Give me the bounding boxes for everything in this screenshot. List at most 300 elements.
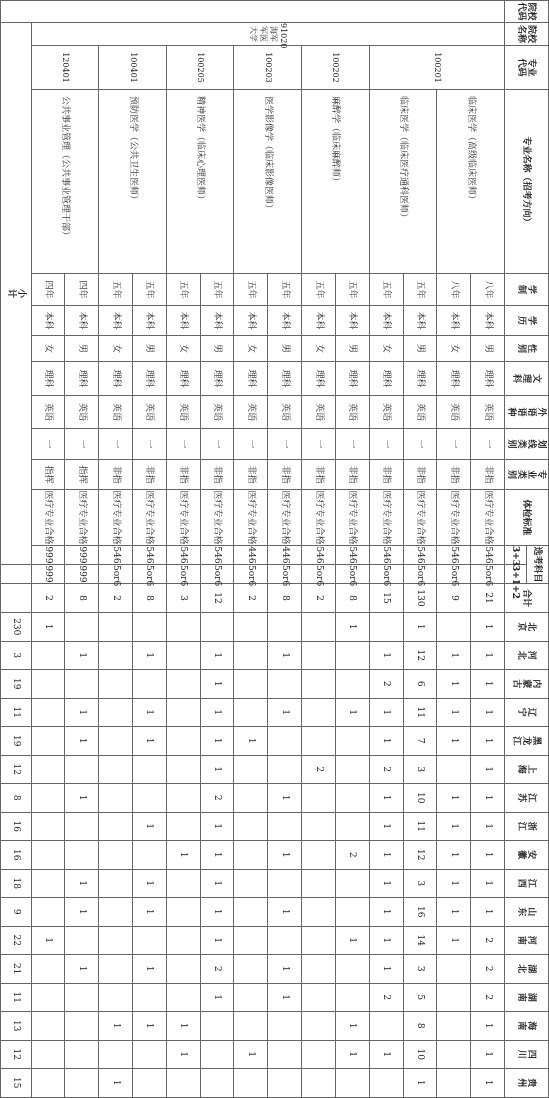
province-count-cell: 2	[471, 955, 505, 984]
subtotal-province-count: 13	[1, 1012, 32, 1041]
province-count-cell: 1	[31, 613, 65, 642]
province-count-cell	[133, 755, 167, 784]
province-count-cell: 1	[437, 841, 471, 870]
province-count-cell	[31, 869, 65, 898]
major-code-cell: 100202	[302, 46, 370, 90]
row-gender: 男	[471, 336, 505, 362]
row-gender: 男	[335, 336, 369, 362]
province-count-cell: 1	[133, 1012, 167, 1041]
row-edu: 本科	[166, 306, 200, 336]
row-lang: 英语	[369, 396, 403, 429]
province-count-cell	[437, 1069, 471, 1098]
header-major-code: 专业 代码	[505, 46, 549, 90]
header-province-0: 北 京	[505, 613, 549, 642]
province-count-cell: 1	[200, 641, 234, 670]
province-count-cell	[99, 727, 133, 756]
province-count-cell	[302, 841, 336, 870]
row-line: 一	[31, 429, 65, 460]
province-count-cell: 1	[471, 1069, 505, 1098]
province-count-cell: 2	[302, 755, 336, 784]
province-count-cell: 2	[471, 983, 505, 1012]
province-count-cell: 1	[268, 898, 302, 927]
major-name-cell: 临床医学（高级临床医师）	[437, 90, 505, 274]
subtotal-province-count: 9	[1, 898, 32, 927]
header-physical: 体检标准	[505, 490, 549, 546]
row-phys: 医疗专业合格	[268, 490, 302, 546]
row-type: 非指	[403, 460, 437, 490]
subtotal-province-count: 21	[1, 955, 32, 984]
row-phys: 医疗专业合格	[65, 490, 99, 546]
row-s312: 999	[65, 565, 99, 584]
province-count-cell: 1	[133, 698, 167, 727]
province-count-cell: 2	[200, 955, 234, 984]
province-count-cell: 11	[403, 698, 437, 727]
row-type: 非指	[166, 460, 200, 490]
province-count-cell	[234, 812, 268, 841]
province-count-cell	[234, 926, 268, 955]
province-count-cell	[335, 869, 369, 898]
province-count-cell	[65, 812, 99, 841]
province-count-cell: 1	[65, 641, 99, 670]
major-name-cell: 临床医学（临床医疗通科医师）	[369, 90, 437, 274]
row-total: 8	[335, 584, 369, 613]
province-count-cell: 1	[99, 1012, 133, 1041]
province-count-cell: 1	[133, 898, 167, 927]
province-count-cell	[335, 784, 369, 813]
province-count-cell	[234, 613, 268, 642]
row-s33: 546	[166, 546, 200, 565]
province-count-cell	[268, 869, 302, 898]
row-type: 非指	[200, 460, 234, 490]
province-count-cell: 3	[403, 955, 437, 984]
row-phys: 医疗专业合格	[302, 490, 336, 546]
province-count-cell: 2	[369, 755, 403, 784]
row-gender: 男	[133, 336, 167, 362]
province-count-cell	[99, 755, 133, 784]
province-count-cell: 1	[437, 727, 471, 756]
row-line: 一	[234, 429, 268, 460]
header-line-type: 划 线 类 别	[505, 429, 549, 460]
row-arts: 理科	[302, 362, 336, 396]
table-row	[200, 1, 234, 1098]
header-province-11: 河 南	[505, 926, 549, 955]
table-row	[268, 1, 302, 1098]
province-count-cell	[133, 670, 167, 699]
province-count-cell: 1	[335, 926, 369, 955]
province-count-cell: 1	[471, 698, 505, 727]
header-province-14: 海 南	[505, 1012, 549, 1041]
province-count-cell: 1	[369, 698, 403, 727]
province-count-cell	[99, 812, 133, 841]
row-total: 2	[99, 584, 133, 613]
province-count-cell	[99, 841, 133, 870]
major-name-cell: 精神医学（临床心理医师）	[166, 90, 234, 274]
table-row	[65, 1, 99, 1098]
row-total: 2	[31, 584, 65, 613]
major-code-cell: 100203	[234, 46, 302, 90]
province-count-cell: 1	[200, 983, 234, 1012]
province-count-cell: 1	[65, 727, 99, 756]
row-duration: 八年	[471, 274, 505, 306]
row-s312: 999	[31, 565, 65, 584]
province-count-cell	[31, 841, 65, 870]
row-duration: 五年	[166, 274, 200, 306]
row-edu: 本科	[437, 306, 471, 336]
row-lang: 英语	[403, 396, 437, 429]
row-s312: 5or6	[234, 565, 268, 584]
province-count-cell: 1	[65, 784, 99, 813]
province-count-cell	[369, 1012, 403, 1041]
province-count-cell: 1	[268, 698, 302, 727]
row-s33: 546	[99, 546, 133, 565]
province-count-cell	[234, 955, 268, 984]
province-count-cell	[99, 1040, 133, 1069]
province-count-cell	[166, 898, 200, 927]
row-gender: 女	[99, 336, 133, 362]
province-count-cell	[234, 784, 268, 813]
row-edu: 本科	[268, 306, 302, 336]
province-count-cell: 1	[200, 698, 234, 727]
province-count-cell: 10	[403, 1040, 437, 1069]
table-row	[133, 1, 167, 1098]
province-count-cell: 10	[403, 784, 437, 813]
province-count-cell	[302, 784, 336, 813]
row-lang: 英语	[302, 396, 336, 429]
row-type: 非指	[437, 460, 471, 490]
province-count-cell: 1	[335, 1012, 369, 1041]
row-duration: 八年	[437, 274, 471, 306]
row-phys: 医疗专业合格	[335, 490, 369, 546]
major-code-cell: 100201	[369, 46, 504, 90]
province-count-cell	[166, 812, 200, 841]
province-count-cell: 2	[335, 841, 369, 870]
row-s312: 5or6	[471, 565, 505, 584]
province-count-cell	[268, 1012, 302, 1041]
province-count-cell	[99, 670, 133, 699]
row-lang: 英语	[200, 396, 234, 429]
province-count-cell	[335, 983, 369, 1012]
province-count-cell	[31, 1040, 65, 1069]
province-count-cell: 1	[200, 869, 234, 898]
province-count-cell	[302, 898, 336, 927]
row-s33: 546	[471, 546, 505, 565]
subtotal-province-count: 19	[1, 670, 32, 699]
province-count-cell	[234, 670, 268, 699]
row-duration: 五年	[133, 274, 167, 306]
province-count-cell: 1	[471, 869, 505, 898]
province-count-cell	[200, 1040, 234, 1069]
province-count-cell: 6	[403, 670, 437, 699]
row-duration: 五年	[268, 274, 302, 306]
province-count-cell: 1	[471, 670, 505, 699]
province-count-cell: 1	[166, 1012, 200, 1041]
row-edu: 本科	[369, 306, 403, 336]
province-count-cell: 1	[369, 898, 403, 927]
row-type: 非指	[99, 460, 133, 490]
school-name-cell: 91020 海军军医 大学	[31, 23, 504, 46]
row-phys: 医疗专业合格	[234, 490, 268, 546]
row-total: 9	[437, 584, 471, 613]
province-count-cell: 1	[437, 812, 471, 841]
row-total: 8	[268, 584, 302, 613]
province-count-cell	[99, 955, 133, 984]
row-total: 12	[200, 584, 234, 613]
row-s33: 546	[369, 546, 403, 565]
province-count-cell	[31, 898, 65, 927]
province-count-cell: 1	[65, 869, 99, 898]
province-count-cell	[268, 613, 302, 642]
province-count-cell	[335, 898, 369, 927]
province-count-cell	[268, 727, 302, 756]
major-name-cell: 医学影像学（临床影像医师）	[234, 90, 302, 274]
province-count-cell: 1	[200, 898, 234, 927]
province-count-cell	[302, 641, 336, 670]
province-count-cell	[166, 755, 200, 784]
subtotal-province-count: 8	[1, 784, 32, 813]
province-count-cell	[133, 784, 167, 813]
province-count-cell: 1	[268, 983, 302, 1012]
province-count-cell	[268, 670, 302, 699]
province-count-cell: 3	[403, 755, 437, 784]
row-type: 指挥	[65, 460, 99, 490]
row-total: 8	[65, 584, 99, 613]
row-type: 非指	[471, 460, 505, 490]
table-row	[335, 1, 369, 1098]
row-edu: 本科	[200, 306, 234, 336]
province-count-cell: 1	[437, 869, 471, 898]
province-count-cell: 1	[31, 926, 65, 955]
row-s33: 446	[234, 546, 268, 565]
header-province-9: 江 西	[505, 869, 549, 898]
province-count-cell	[65, 926, 99, 955]
province-count-cell: 1	[335, 613, 369, 642]
province-count-cell	[234, 698, 268, 727]
subtotal-province-count: 11	[1, 983, 32, 1012]
row-type: 指挥	[31, 460, 65, 490]
subtotal-province-count: 18	[1, 869, 32, 898]
province-count-cell: 14	[403, 926, 437, 955]
province-count-cell: 1	[437, 784, 471, 813]
header-education: 学 历	[505, 306, 549, 336]
row-edu: 本科	[99, 306, 133, 336]
row-line: 一	[471, 429, 505, 460]
province-count-cell	[369, 1069, 403, 1098]
header-total: 合计	[505, 584, 549, 613]
province-count-cell: 1	[200, 926, 234, 955]
province-count-cell	[335, 1069, 369, 1098]
row-lang: 英语	[268, 396, 302, 429]
row-phys: 医疗专业合格	[471, 490, 505, 546]
province-count-cell	[133, 926, 167, 955]
header-major-type: 专 业 类 别	[505, 460, 549, 490]
header-province-6: 江 苏	[505, 784, 549, 813]
province-count-cell	[234, 841, 268, 870]
province-count-cell	[166, 983, 200, 1012]
row-phys: 医疗专业合格	[200, 490, 234, 546]
row-s312: 5or6	[268, 565, 302, 584]
province-count-cell: 1	[65, 898, 99, 927]
province-count-cell: 12	[403, 641, 437, 670]
province-count-cell	[234, 641, 268, 670]
major-code-cell: 100205	[166, 46, 234, 90]
province-count-cell	[302, 1069, 336, 1098]
province-count-cell	[31, 641, 65, 670]
row-s312: 5or6	[335, 565, 369, 584]
major-code-cell: 100401	[99, 46, 167, 90]
province-count-cell: 1	[369, 727, 403, 756]
subtotal-label: 小 计	[1, 23, 32, 565]
province-count-cell: 1	[166, 841, 200, 870]
province-count-cell	[31, 1069, 65, 1098]
row-line: 一	[268, 429, 302, 460]
province-count-cell	[166, 698, 200, 727]
province-count-cell	[335, 955, 369, 984]
row-lang: 英语	[335, 396, 369, 429]
row-duration: 五年	[200, 274, 234, 306]
row-lang: 英语	[471, 396, 505, 429]
province-count-cell	[133, 841, 167, 870]
row-phys: 医疗专业合格	[403, 490, 437, 546]
row-gender: 女	[166, 336, 200, 362]
row-edu: 本科	[471, 306, 505, 336]
row-s33: 999	[31, 546, 65, 565]
province-count-cell	[65, 1069, 99, 1098]
row-line: 一	[200, 429, 234, 460]
row-phys: 医疗专业合格	[133, 490, 167, 546]
row-duration: 五年	[234, 274, 268, 306]
header-school-code: 院校 代码	[505, 1, 549, 23]
province-count-cell	[302, 926, 336, 955]
header-arts-science: 文 理 科	[505, 362, 549, 396]
province-count-cell: 1	[471, 1040, 505, 1069]
province-count-cell: 1	[471, 784, 505, 813]
row-arts: 理科	[403, 362, 437, 396]
province-count-cell: 1	[133, 727, 167, 756]
row-arts: 理科	[65, 362, 99, 396]
province-count-cell	[302, 1012, 336, 1041]
major-name-cell: 预防医学（公共卫生医师）	[99, 90, 167, 274]
header-subject-group: 选考科目	[527, 546, 549, 584]
province-count-cell: 1	[369, 641, 403, 670]
header-major-name: 专业名称（招考方向）	[505, 90, 549, 274]
province-count-cell	[335, 755, 369, 784]
row-line: 一	[99, 429, 133, 460]
province-count-cell	[31, 1012, 65, 1041]
province-count-cell	[268, 755, 302, 784]
province-count-cell: 1	[471, 641, 505, 670]
row-lang: 英语	[31, 396, 65, 429]
row-type: 非指	[369, 460, 403, 490]
province-count-cell: 1	[471, 1012, 505, 1041]
row-type: 非指	[133, 460, 167, 490]
province-count-cell	[166, 926, 200, 955]
province-count-cell: 8	[403, 1012, 437, 1041]
province-count-cell	[31, 983, 65, 1012]
row-edu: 本科	[335, 306, 369, 336]
row-s33: 546	[437, 546, 471, 565]
row-gender: 男	[65, 336, 99, 362]
row-type: 非指	[335, 460, 369, 490]
header-province-7: 浙 江	[505, 812, 549, 841]
row-gender: 男	[268, 336, 302, 362]
province-count-cell	[166, 613, 200, 642]
province-count-cell: 3	[403, 869, 437, 898]
row-total: 8	[133, 584, 167, 613]
subtotal-province-count: 16	[1, 812, 32, 841]
subtotal-blank-a	[1, 565, 32, 584]
province-count-cell	[31, 755, 65, 784]
province-count-cell: 1	[335, 1040, 369, 1069]
province-count-cell	[99, 784, 133, 813]
row-edu: 本科	[302, 306, 336, 336]
header-province-8: 安 徽	[505, 841, 549, 870]
province-count-cell	[335, 812, 369, 841]
row-lang: 英语	[437, 396, 471, 429]
header-province-3: 辽 宁	[505, 698, 549, 727]
province-count-cell: 1	[369, 869, 403, 898]
province-count-cell	[166, 869, 200, 898]
province-count-cell	[166, 641, 200, 670]
row-phys: 医疗专业合格	[437, 490, 471, 546]
province-count-cell	[268, 1040, 302, 1069]
row-arts: 理科	[133, 362, 167, 396]
province-count-cell	[133, 1069, 167, 1098]
province-count-cell	[302, 812, 336, 841]
table-row	[403, 1, 437, 1098]
province-count-cell	[65, 983, 99, 1012]
header-province-16: 贵 州	[505, 1069, 549, 1098]
row-arts: 理科	[31, 362, 65, 396]
province-count-cell: 1	[471, 755, 505, 784]
province-count-cell	[31, 812, 65, 841]
header-province-10: 山 东	[505, 898, 549, 927]
province-count-cell	[31, 670, 65, 699]
header-province-4: 黑 龙 江	[505, 727, 549, 756]
province-count-cell: 1	[369, 784, 403, 813]
row-s33: 546	[302, 546, 336, 565]
row-arts: 理科	[200, 362, 234, 396]
row-s33: 546	[403, 546, 437, 565]
header-province-2: 内 蒙 古	[505, 670, 549, 699]
province-count-cell: 1	[200, 727, 234, 756]
row-duration: 四年	[65, 274, 99, 306]
province-count-cell: 1	[437, 698, 471, 727]
major-name-cell: 公共事业管理（公共事业管理干部）	[31, 90, 99, 274]
province-count-cell	[335, 727, 369, 756]
province-count-cell: 1	[200, 670, 234, 699]
row-type: 非指	[234, 460, 268, 490]
subtotal-province-count: 19	[1, 727, 32, 756]
row-s312: 5or6	[403, 565, 437, 584]
row-arts: 理科	[99, 362, 133, 396]
province-count-cell	[99, 698, 133, 727]
province-count-cell	[99, 869, 133, 898]
header-subject-3-1-2: 3+1+2	[505, 565, 527, 584]
province-count-cell: 1	[234, 1040, 268, 1069]
province-count-cell: 1	[403, 613, 437, 642]
province-count-cell: 16	[403, 898, 437, 927]
subtotal-province-count: 22	[1, 926, 32, 955]
province-count-cell	[99, 926, 133, 955]
major-code-cell: 120401	[31, 46, 99, 90]
row-line: 一	[403, 429, 437, 460]
province-count-cell: 1	[65, 955, 99, 984]
subtotal-province-count: 12	[1, 1040, 32, 1069]
subtotal-province-count: 12	[1, 755, 32, 784]
province-count-cell	[166, 784, 200, 813]
row-s312: 5or6	[302, 565, 336, 584]
province-count-cell: 7	[403, 727, 437, 756]
